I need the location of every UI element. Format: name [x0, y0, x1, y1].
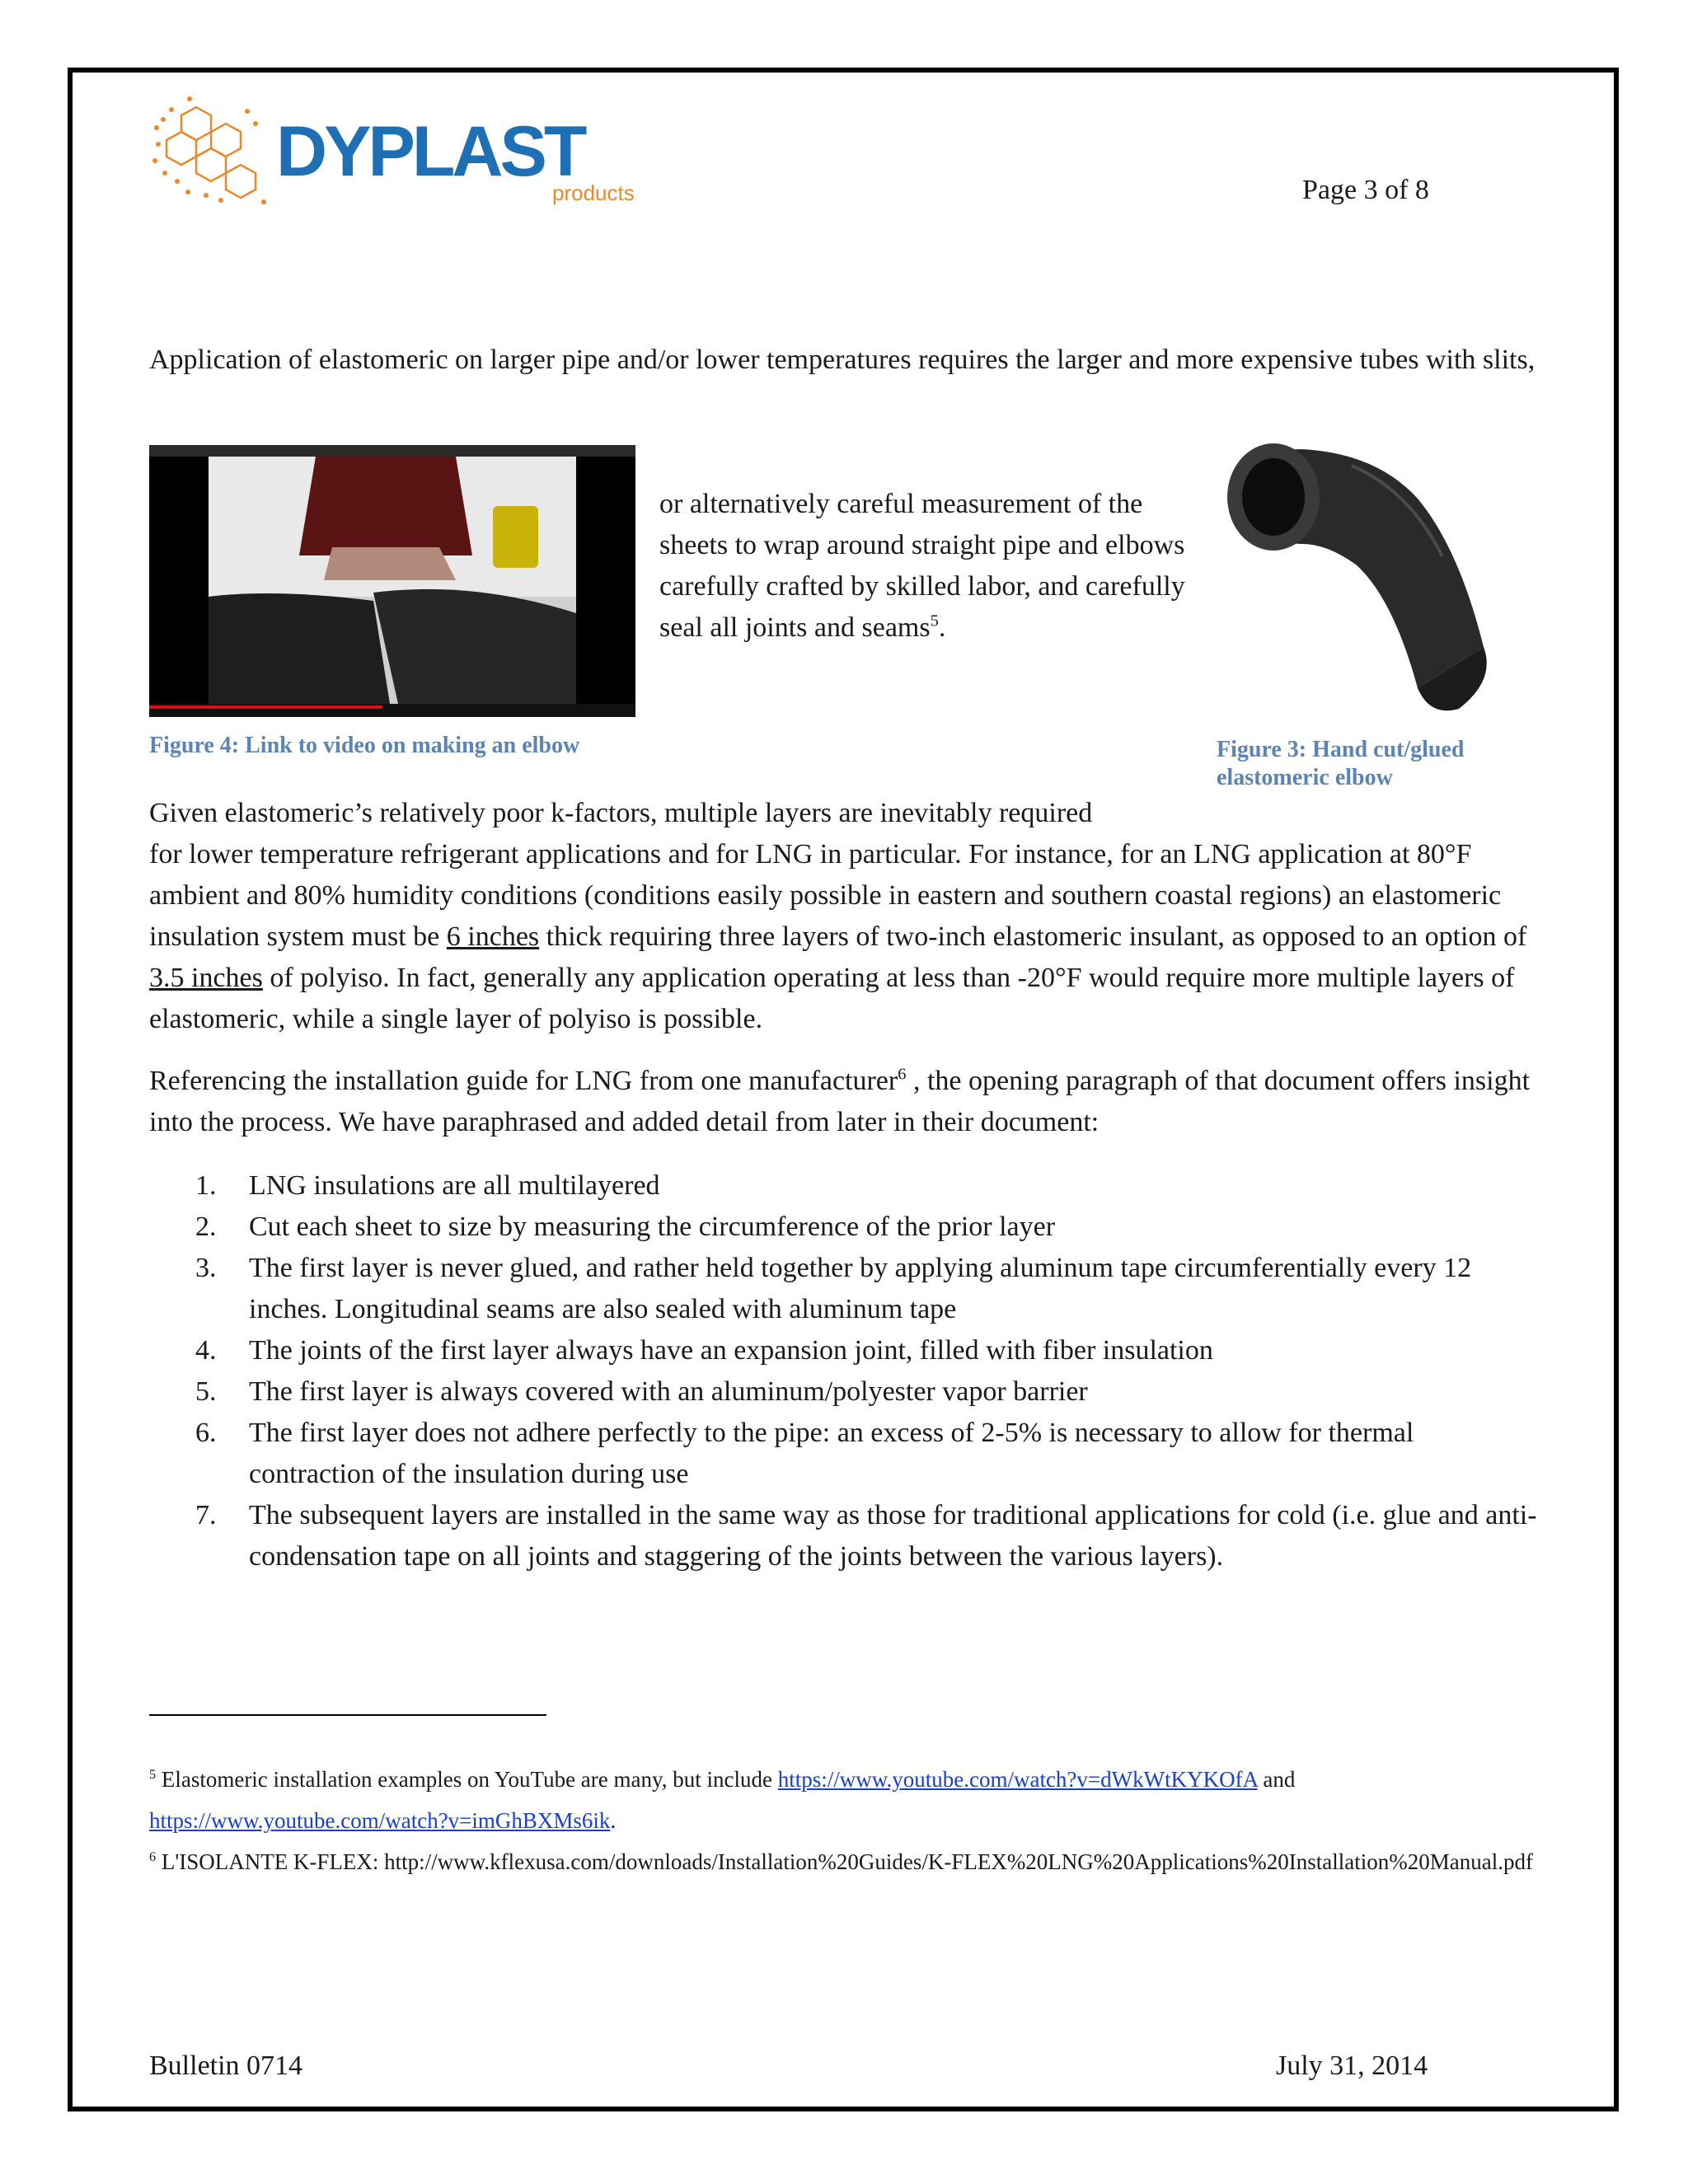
video-title-bar	[149, 445, 635, 457]
underlined-3-5-inches: 3.5 inches	[149, 963, 263, 993]
elbow-photo	[1212, 433, 1517, 717]
footnote-6: $^6$ L'ISOLANTE K-FLEX: http://www.kflexusa.com/downloads/Installation%20Guides/K-FLEX%20LNG%20Applications%20Installation%20Manual.pdf	[149, 1849, 1533, 1874]
video-thumbnail[interactable]	[149, 445, 635, 717]
footnote-ref-5[interactable]: 5	[930, 612, 939, 630]
paragraph-kfactors	[149, 793, 1542, 1040]
list-item: 3. The first layer is never glued, and rather held together by applying aluminum tape circumferentially every 12 inches. Longitudinal seams are also sealed with aluminum tape	[195, 1253, 1472, 1324]
list-item: 7. The subsequent layers are installed in the same way as those for traditional applications for cold (i.e. glue and anti-condensation tape on all joints and staggering of the joints between the various layers).	[195, 1500, 1537, 1572]
list-item: 5. The first layer is always covered with an aluminum/polyester vapor barrier	[195, 1376, 1088, 1407]
footnote-separator	[149, 1714, 546, 1716]
bulletin-date: July 31, 2014	[1276, 2050, 1428, 2081]
underlined-6-inches: 6 inches	[446, 921, 540, 952]
footnote-ref-6[interactable]: 6	[898, 1065, 907, 1084]
list-item: 4. The joints of the first layer always have an expansion joint, filled with fiber insulation	[195, 1335, 1213, 1366]
figure-3-caption: Figure 3: Hand cut/glued elastomeric elbow	[1217, 737, 1465, 790]
video-progress-bar[interactable]	[149, 705, 382, 709]
figure-4-caption: Figure 4: Link to video on making an elbow	[149, 733, 580, 758]
footnotes	[149, 1759, 1542, 1882]
kfactors-first-line: Given elastomeric’s relatively poor k-factors, multiple layers are inevitably required	[149, 798, 1093, 828]
logo-graphic	[148, 95, 659, 210]
list-item: 2. Cut each sheet to size by measuring the circumference of the prior layer	[195, 1212, 1056, 1242]
youtube-link-1[interactable]: https://www.youtube.com/watch?v=dWkWtKYKOfA	[777, 1767, 1258, 1792]
video-frame	[209, 457, 576, 704]
logo-wordmark: DYPLAST	[276, 112, 584, 191]
page-number: Page 3 of 8	[1302, 175, 1429, 205]
kfactors-rest: for lower temperature refrigerant applications and for LNG in particular. For instance, for an LNG application at 80°F ambient and 80% humidity conditions (conditions easily possible in eastern and southern coastal regions) an elastomeric insulation system must be 6 inches thick requiring three layers of two-inch elastomeric insulant, as opposed to an option of 3.5 inches of polyiso. In fact, generally any application operating at less than -20°F would require more multiple layers of elastomeric, while a single layer of polyiso is possible.	[149, 839, 1527, 1034]
list-item: 6. The first layer does not adhere perfectly to the pipe: an excess of 2-5% is necessary to allow for thermal contraction of the insulation during use	[195, 1418, 1414, 1489]
alternative-text-end: .	[938, 612, 946, 643]
bulletin-number: Bulletin 0714	[149, 2050, 303, 2081]
youtube-link-2[interactable]: https://www.youtube.com/watch?v=imGhBXMs6ik	[149, 1808, 611, 1833]
paragraph-intro: Application of elastomeric on larger pipe and/or lower temperatures requires the larger and more expensive tubes with slits,	[149, 344, 1536, 375]
logo-subtext: products	[552, 180, 635, 205]
dyplast-logo	[148, 95, 659, 210]
paragraph-alternative	[659, 484, 1187, 649]
paragraph-installation-guide: Referencing the installation guide for LNG from one manufacturer$^6$ , the opening paragraph of that document offers insight into the process. We have paraphrased and added detail from later in their document:	[149, 1065, 1531, 1137]
footnote-5: $^5$ Elastomeric installation examples on YouTube are many, but include https://www.youtube.com/watch?v=dWkWtKYKOfA and https://www.youtube.com/watch?v=imGhBXMs6ik.	[149, 1767, 1296, 1833]
lng-steps-list	[149, 1165, 1542, 1577]
alternative-text: or alternatively careful measurement of the sheets to wrap around straight pipe and elbows carefully crafted by skilled labor, and carefully seal all joints and seams	[659, 489, 1185, 643]
list-item: 1. LNG insulations are all multilayered	[195, 1170, 660, 1201]
